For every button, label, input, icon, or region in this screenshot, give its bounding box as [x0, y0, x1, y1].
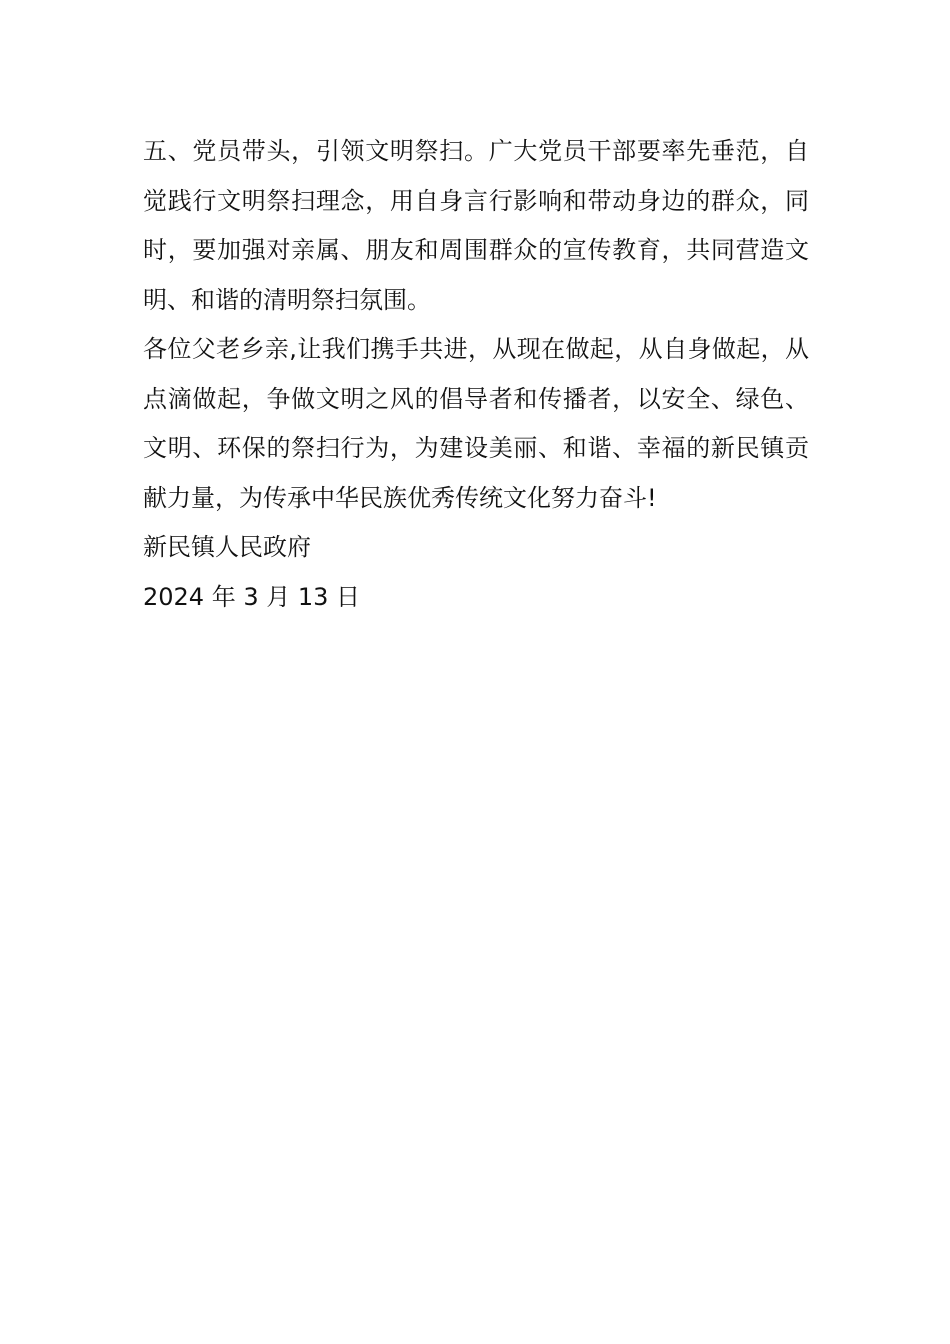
paragraph-party-members: [143, 127, 809, 325]
paragraph-closing-appeal: [143, 325, 809, 523]
date: [143, 573, 809, 623]
text-line: 文明、环保的祭扫行为，为建设美丽、和谐、幸福的新民镇贡: [143, 434, 809, 462]
text-line: 点滴做起，争做文明之风的倡导者和传播者，以安全、绿色、: [143, 384, 809, 413]
text-line: 明、和谐的清明祭扫氛围。: [143, 285, 431, 314]
text-line: 五、党员带头，引领文明祭扫。广大党员干部要率先垂范，自: [143, 137, 809, 165]
text-line: 时，要加强对亲属、朋友和周围群众的宣传教育，共同营造文: [143, 236, 809, 264]
document-body: [143, 127, 809, 622]
signature: [143, 523, 809, 573]
signature-text: 新民镇人民政府: [143, 533, 311, 561]
text-line: 觉践行文明祭扫理念，用自身言行影响和带动身边的群众，同: [143, 186, 809, 215]
text-line: 各位父老乡亲,让我们携手共进，从现在做起，从自身做起，从: [143, 335, 809, 363]
text-line: 献力量，为传承中华民族优秀传统文化努力奋斗!: [143, 483, 657, 512]
date-text: 2024 年 3 月 13 日: [143, 582, 361, 611]
